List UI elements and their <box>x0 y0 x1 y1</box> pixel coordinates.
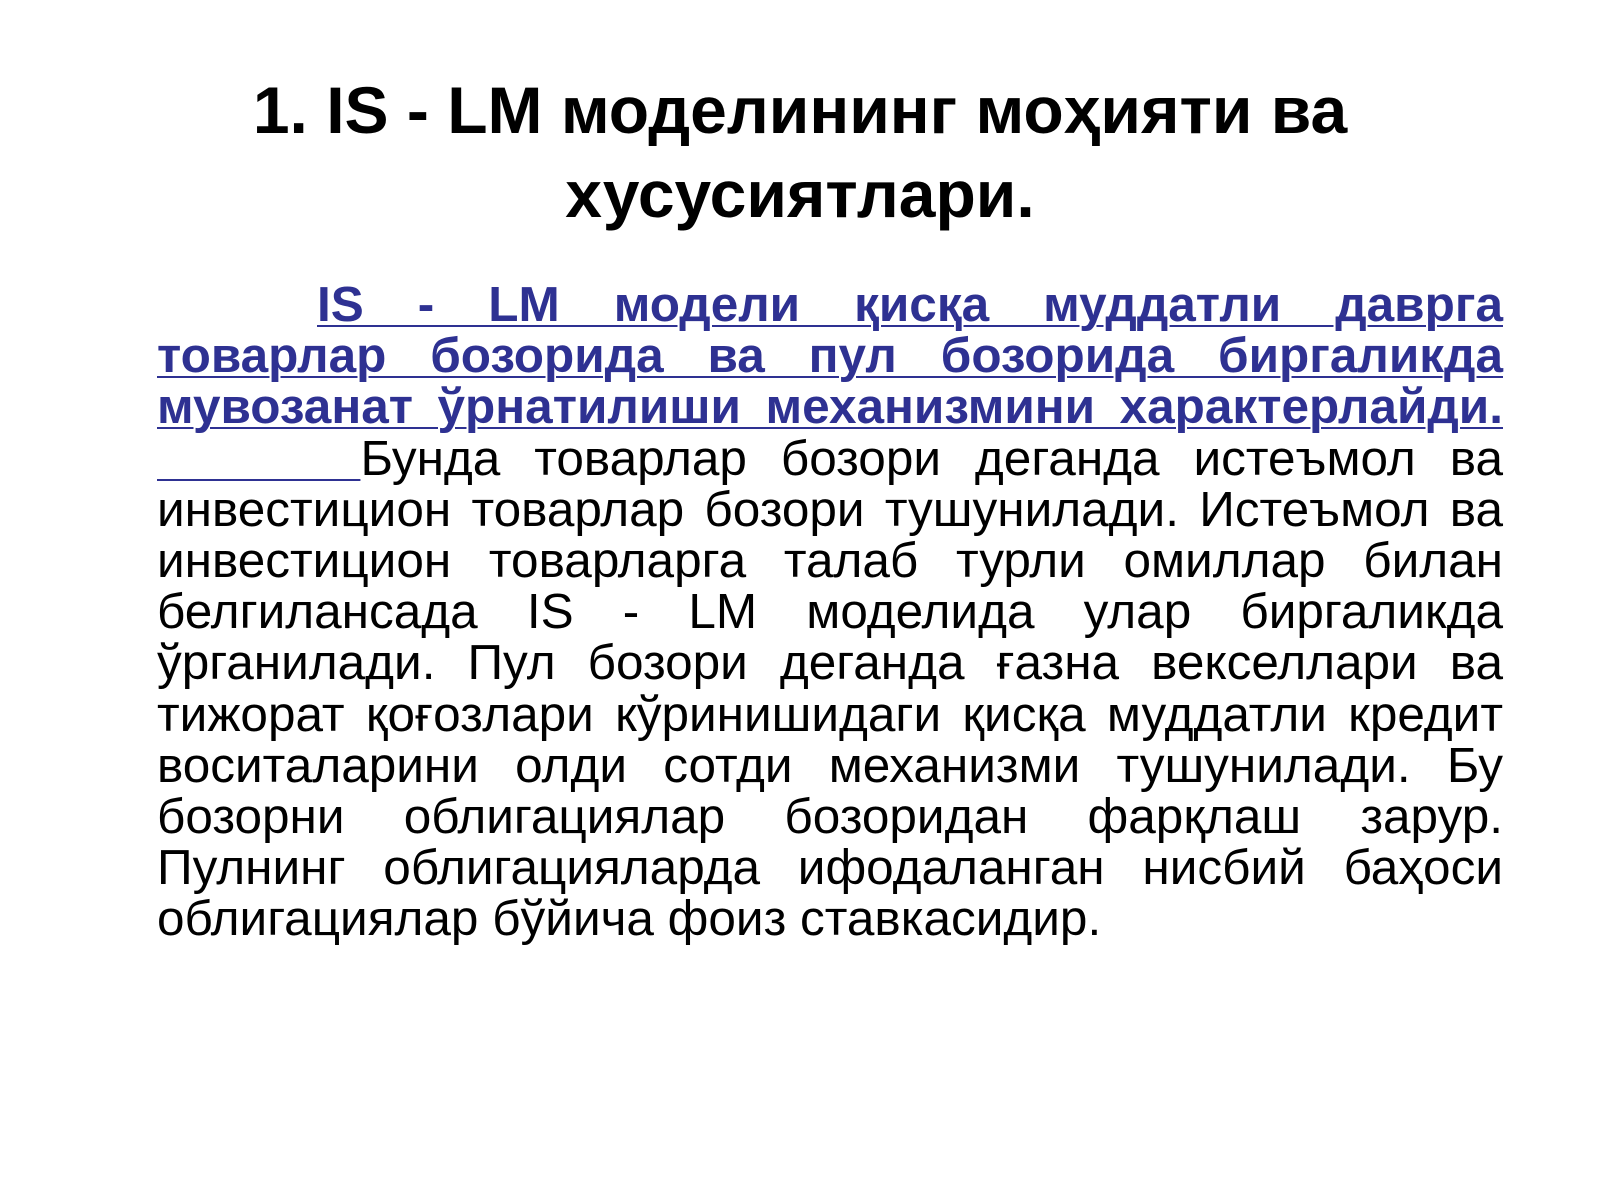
underline-gap <box>157 431 360 486</box>
lead-definition: IS - LM модели қисқа муддатли даврга товарлар бозорида ва пул бозорида биргаликда мувозанат ўрнатилиши механизмини характерлайди. <box>157 277 1503 435</box>
slide-body <box>157 279 1503 945</box>
body-paragraph: Бунда товарлар бозори деганда истеъмол ва инвестицион товарлар бозори тушунилади. Истеъмол ва инвестицион товарларга талаб турли омиллар билан белгилансада IS - LM моделида улар биргаликда ўрганилади. Пул бозори деганда ғазна векселлари ва тижорат қоғозлари кўринишидаги қисқа муддатли кредит воситаларини олди сотди механизми тушунилади. Бу бозорни облигациялар бозоридан фарқлаш зарур. Пулнинг облигацияларда ифодаланган нисбий баҳоси облигациялар бўйича фоиз ставкасидир. <box>157 430 1503 947</box>
slide-title: 1. IS - LM моделининг моҳияти ва хусусиятлари. <box>252 73 1348 231</box>
